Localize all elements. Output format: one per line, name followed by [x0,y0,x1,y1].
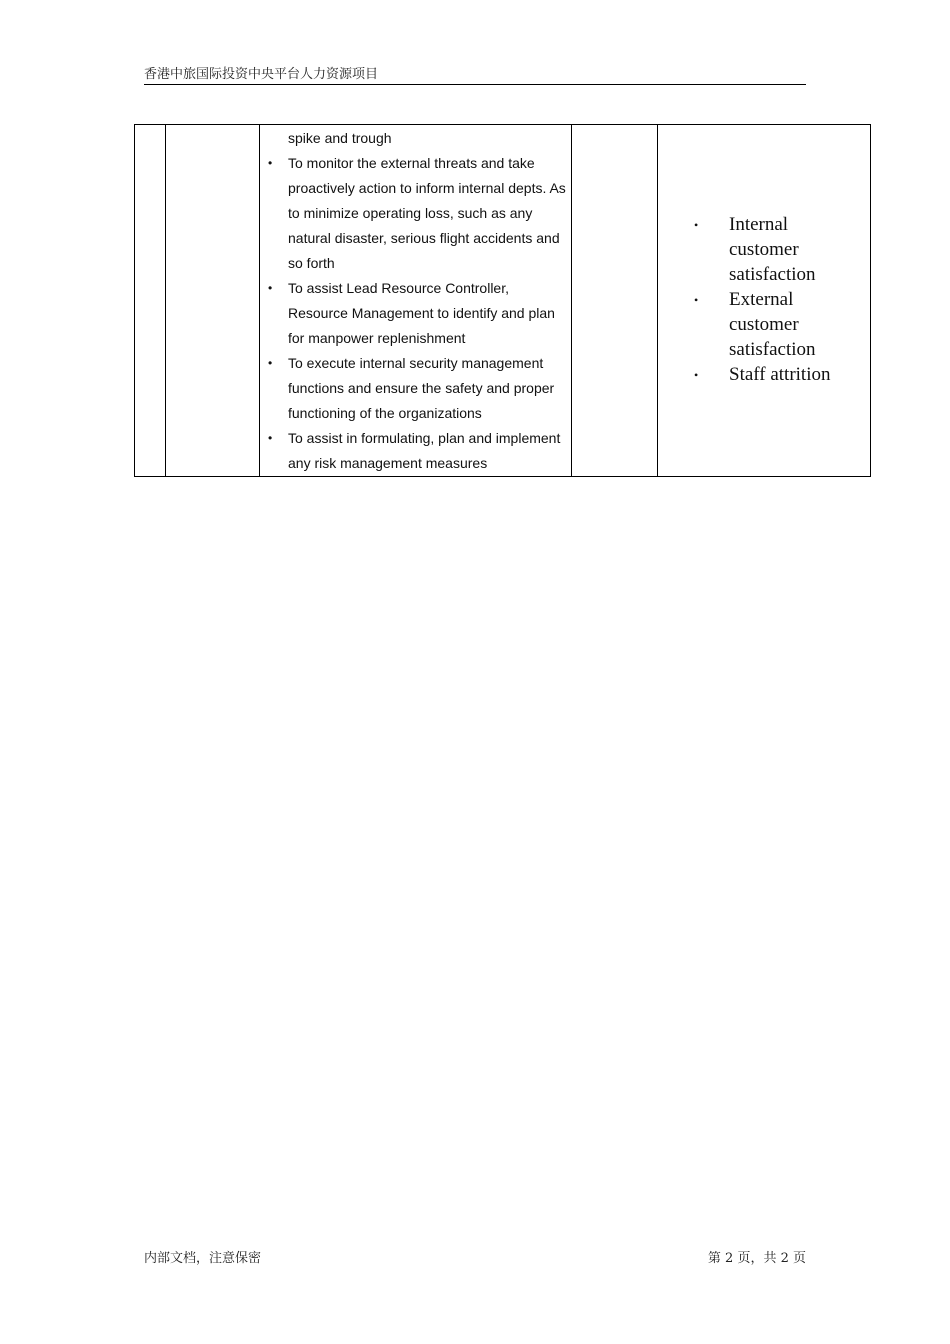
duty-item: • To monitor the external threats and take proactively action to inform internal depts. As to minimize operating loss, such as any natural disaster, serious flight accidents and so forth [260,151,571,276]
bullet-icon: • [268,356,273,370]
bullet-icon: • [694,368,699,382]
job-description-table [134,124,871,477]
duty-item: • To execute internal security management functions and ensure the safety and proper functioning of the organizations [260,351,571,426]
duty-continuation: spike and trough [288,130,392,146]
duty-item: • To assist Lead Resource Controller, Resource Management to identify and plan for manpower replenishment [260,276,571,351]
bullet-icon: • [694,218,699,232]
kpi-item: • External customer satisfaction [694,289,816,360]
table-cell-weight [572,125,658,477]
bullet-icon: • [268,281,273,295]
table-cell-index [135,125,166,477]
bullet-icon: • [268,156,273,170]
duties-list [260,125,571,476]
table-cell-category [166,125,260,477]
table-cell-duties [260,125,572,477]
kpi-item: • Internal customer satisfaction [694,214,816,285]
page-header: 香港中旅国际投资中央平台人力资源项目 [144,66,806,85]
table-cell-kpi [658,125,871,477]
bullet-icon: • [268,431,273,445]
duty-item: • To assist in formulating, plan and implement any risk management measures [260,426,571,476]
footer-page-number: 第 2 页，共 2 页 [707,1251,806,1266]
bullet-icon: • [694,293,699,307]
table-row [135,125,871,477]
kpi-item: • Staff attrition [658,362,870,387]
footer-confidential-note: 内部文档，注意保密 [144,1251,262,1266]
kpi-list [658,212,870,387]
